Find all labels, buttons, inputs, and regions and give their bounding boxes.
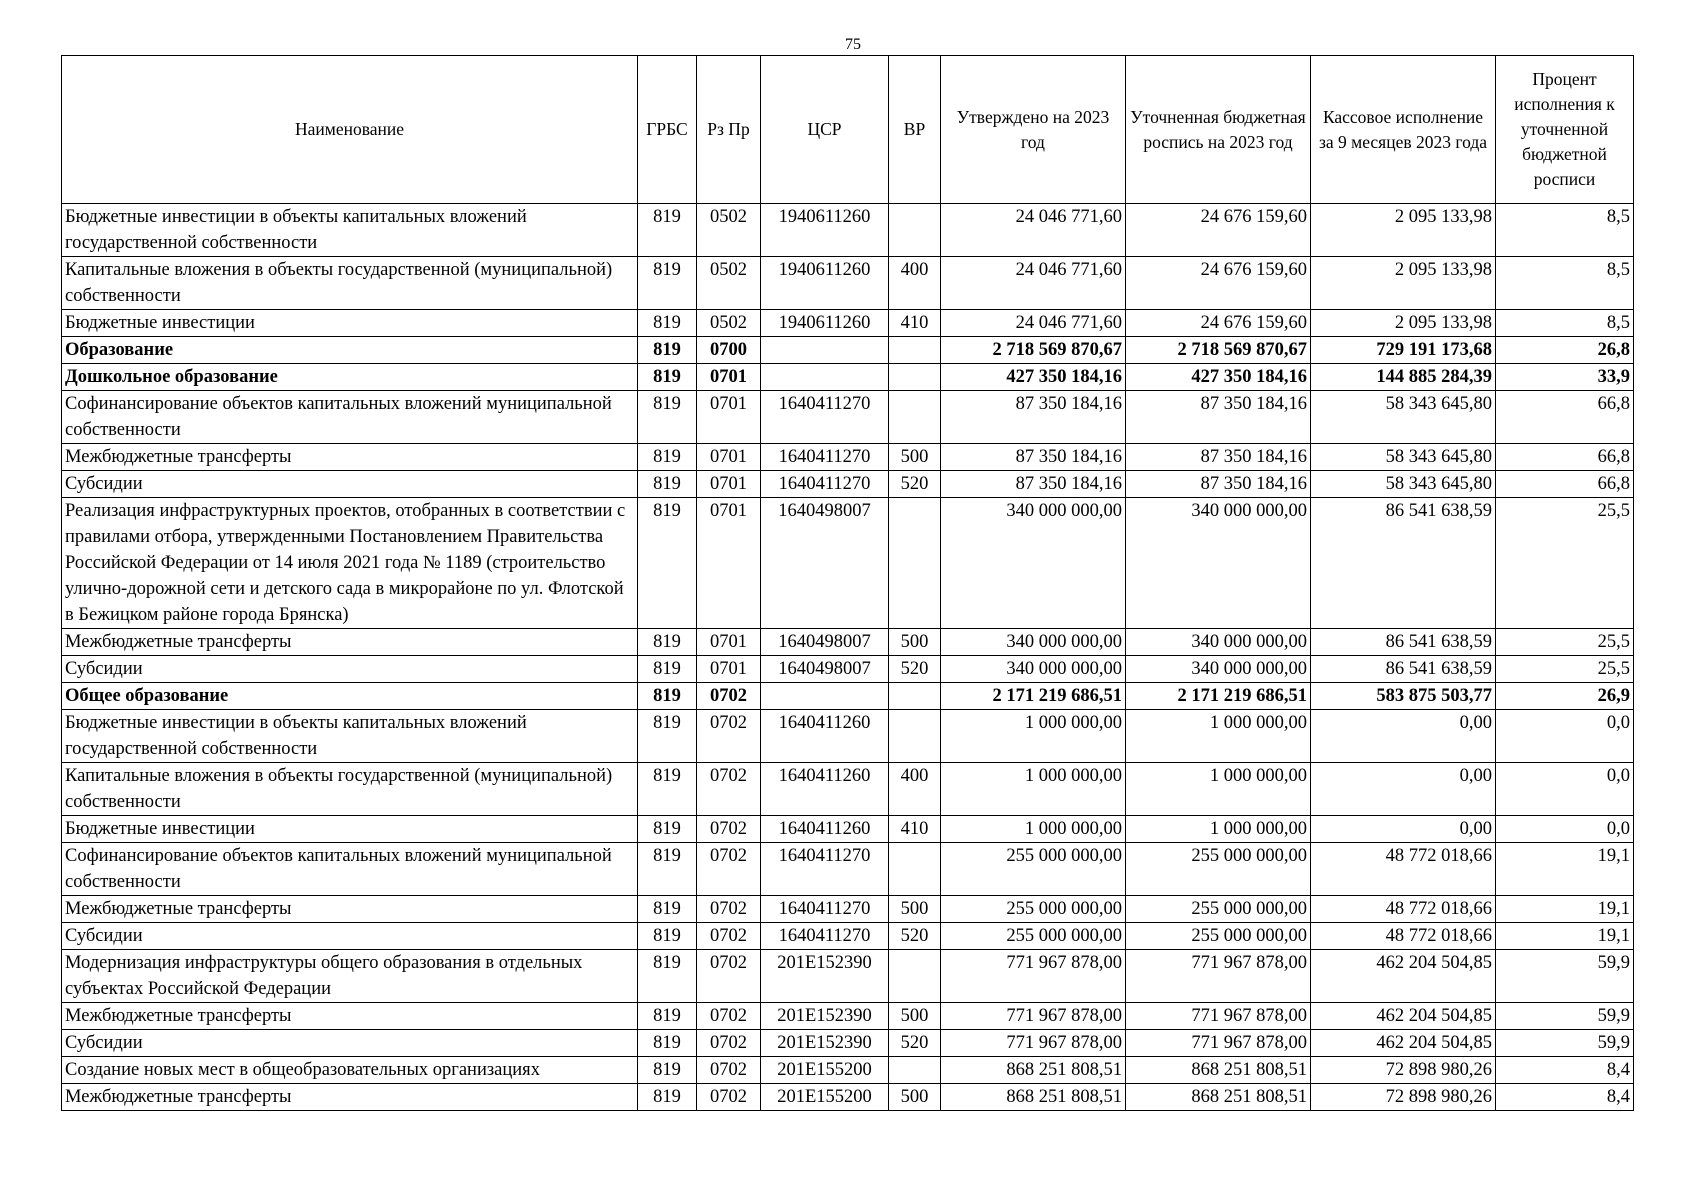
cell-csr <box>761 364 889 391</box>
cell-name: Бюджетные инвестиции в объекты капитальных вложений государственной собственности <box>62 710 638 763</box>
cell-grbs: 819 <box>638 444 697 471</box>
cell-rzpr: 0502 <box>697 310 761 337</box>
cell-rzpr: 0701 <box>697 471 761 498</box>
cell-name: Субсидии <box>62 923 638 950</box>
cell-grbs: 819 <box>638 710 697 763</box>
cell-csr: 1640411260 <box>761 763 889 816</box>
cell-name: Образование <box>62 337 638 364</box>
cell-cash: 72 898 980,26 <box>1311 1057 1496 1084</box>
cell-refined: 2 171 219 686,51 <box>1126 683 1311 710</box>
cell-name: Субсидии <box>62 656 638 683</box>
cell-vr: 520 <box>889 923 941 950</box>
cell-refined: 255 000 000,00 <box>1126 923 1311 950</box>
header-row <box>62 56 1634 204</box>
table-row <box>62 257 1634 310</box>
cell-approved: 24 046 771,60 <box>941 204 1126 257</box>
cell-vr <box>889 843 941 896</box>
cell-approved: 255 000 000,00 <box>941 896 1126 923</box>
cell-rzpr: 0702 <box>697 843 761 896</box>
cell-rzpr: 0702 <box>697 950 761 1003</box>
cell-grbs: 819 <box>638 391 697 444</box>
table-row <box>62 896 1634 923</box>
cell-cash: 2 095 133,98 <box>1311 204 1496 257</box>
cell-vr: 400 <box>889 257 941 310</box>
cell-cash: 72 898 980,26 <box>1311 1084 1496 1111</box>
cell-approved: 24 046 771,60 <box>941 257 1126 310</box>
table-row <box>62 816 1634 843</box>
table-row <box>62 204 1634 257</box>
cell-csr: 201E152390 <box>761 1030 889 1057</box>
cell-cash: 58 343 645,80 <box>1311 391 1496 444</box>
cell-rzpr: 0701 <box>697 391 761 444</box>
cell-name: Капитальные вложения в объекты государственной (муниципальной) собственности <box>62 763 638 816</box>
cell-approved: 87 350 184,16 <box>941 444 1126 471</box>
cell-refined: 771 967 878,00 <box>1126 1030 1311 1057</box>
cell-approved: 87 350 184,16 <box>941 471 1126 498</box>
cell-name: Бюджетные инвестиции <box>62 816 638 843</box>
cell-percent: 25,5 <box>1496 629 1634 656</box>
cell-grbs: 819 <box>638 763 697 816</box>
cell-rzpr: 0701 <box>697 364 761 391</box>
cell-vr: 500 <box>889 1003 941 1030</box>
cell-cash: 462 204 504,85 <box>1311 1030 1496 1057</box>
cell-cash: 729 191 173,68 <box>1311 337 1496 364</box>
cell-approved: 771 967 878,00 <box>941 950 1126 1003</box>
cell-rzpr: 0702 <box>697 923 761 950</box>
cell-rzpr: 0702 <box>697 896 761 923</box>
cell-name: Софинансирование объектов капитальных вложений муниципальной собственности <box>62 391 638 444</box>
cell-grbs: 819 <box>638 1057 697 1084</box>
cell-grbs: 819 <box>638 204 697 257</box>
cell-grbs: 819 <box>638 683 697 710</box>
cell-grbs: 819 <box>638 816 697 843</box>
cell-approved: 771 967 878,00 <box>941 1030 1126 1057</box>
cell-vr: 520 <box>889 471 941 498</box>
cell-approved: 771 967 878,00 <box>941 1003 1126 1030</box>
cell-approved: 868 251 808,51 <box>941 1084 1126 1111</box>
cell-csr <box>761 683 889 710</box>
cell-csr: 1640411260 <box>761 710 889 763</box>
cell-percent: 8,4 <box>1496 1084 1634 1111</box>
cell-csr: 201E152390 <box>761 950 889 1003</box>
cell-rzpr: 0702 <box>697 1003 761 1030</box>
cell-refined: 87 350 184,16 <box>1126 391 1311 444</box>
cell-csr: 201E155200 <box>761 1057 889 1084</box>
cell-refined: 87 350 184,16 <box>1126 444 1311 471</box>
cell-approved: 255 000 000,00 <box>941 843 1126 896</box>
cell-percent: 8,5 <box>1496 310 1634 337</box>
cell-cash: 58 343 645,80 <box>1311 471 1496 498</box>
table-row <box>62 391 1634 444</box>
cell-name: Межбюджетные трансферты <box>62 1003 638 1030</box>
cell-grbs: 819 <box>638 656 697 683</box>
cell-name: Субсидии <box>62 471 638 498</box>
cell-percent: 66,8 <box>1496 444 1634 471</box>
table-row <box>62 656 1634 683</box>
cell-refined: 87 350 184,16 <box>1126 471 1311 498</box>
cell-refined: 771 967 878,00 <box>1126 950 1311 1003</box>
cell-csr: 1640498007 <box>761 656 889 683</box>
cell-approved: 24 046 771,60 <box>941 310 1126 337</box>
cell-csr: 1640498007 <box>761 629 889 656</box>
cell-vr: 500 <box>889 629 941 656</box>
table-row <box>62 337 1634 364</box>
cell-rzpr: 0502 <box>697 257 761 310</box>
cell-approved: 340 000 000,00 <box>941 498 1126 629</box>
cell-name: Капитальные вложения в объекты государственной (муниципальной) собственности <box>62 257 638 310</box>
cell-cash: 48 772 018,66 <box>1311 923 1496 950</box>
cell-rzpr: 0701 <box>697 656 761 683</box>
cell-csr: 1640411270 <box>761 471 889 498</box>
cell-refined: 24 676 159,60 <box>1126 257 1311 310</box>
cell-csr: 1640498007 <box>761 498 889 629</box>
cell-csr: 201E155200 <box>761 1084 889 1111</box>
cell-vr <box>889 204 941 257</box>
table-row <box>62 710 1634 763</box>
cell-vr <box>889 710 941 763</box>
cell-rzpr: 0702 <box>697 710 761 763</box>
table-row <box>62 629 1634 656</box>
cell-approved: 2 171 219 686,51 <box>941 683 1126 710</box>
cell-vr <box>889 683 941 710</box>
cell-csr: 1640411270 <box>761 896 889 923</box>
cell-cash: 2 095 133,98 <box>1311 257 1496 310</box>
cell-name: Субсидии <box>62 1030 638 1057</box>
cell-percent: 66,8 <box>1496 391 1634 444</box>
table-row <box>62 843 1634 896</box>
table-row <box>62 444 1634 471</box>
header-csr: ЦСР <box>761 56 889 204</box>
cell-refined: 868 251 808,51 <box>1126 1057 1311 1084</box>
cell-percent: 19,1 <box>1496 843 1634 896</box>
cell-percent: 0,0 <box>1496 763 1634 816</box>
cell-name: Межбюджетные трансферты <box>62 896 638 923</box>
cell-cash: 462 204 504,85 <box>1311 950 1496 1003</box>
cell-percent: 25,5 <box>1496 498 1634 629</box>
cell-rzpr: 0702 <box>697 1084 761 1111</box>
cell-cash: 144 885 284,39 <box>1311 364 1496 391</box>
cell-percent: 0,0 <box>1496 816 1634 843</box>
cell-vr: 410 <box>889 310 941 337</box>
table-row <box>62 763 1634 816</box>
cell-csr <box>761 337 889 364</box>
cell-rzpr: 0702 <box>697 763 761 816</box>
cell-grbs: 819 <box>638 1030 697 1057</box>
cell-name: Межбюджетные трансферты <box>62 444 638 471</box>
header-grbs: ГРБС <box>638 56 697 204</box>
cell-cash: 86 541 638,59 <box>1311 629 1496 656</box>
header-percent: Процент исполнения к уточненной бюджетной росписи <box>1496 56 1634 204</box>
cell-vr <box>889 498 941 629</box>
cell-grbs: 819 <box>638 1084 697 1111</box>
table-row <box>62 923 1634 950</box>
cell-rzpr: 0702 <box>697 1030 761 1057</box>
cell-cash: 86 541 638,59 <box>1311 656 1496 683</box>
cell-vr: 400 <box>889 763 941 816</box>
cell-rzpr: 0502 <box>697 204 761 257</box>
cell-approved: 868 251 808,51 <box>941 1057 1126 1084</box>
cell-cash: 58 343 645,80 <box>1311 444 1496 471</box>
cell-name: Бюджетные инвестиции <box>62 310 638 337</box>
cell-cash: 0,00 <box>1311 816 1496 843</box>
table-row <box>62 1030 1634 1057</box>
cell-refined: 427 350 184,16 <box>1126 364 1311 391</box>
cell-vr: 500 <box>889 896 941 923</box>
cell-grbs: 819 <box>638 310 697 337</box>
cell-grbs: 819 <box>638 471 697 498</box>
header-cash: Кассовое исполнение за 9 месяцев 2023 года <box>1311 56 1496 204</box>
cell-percent: 8,4 <box>1496 1057 1634 1084</box>
table-row <box>62 310 1634 337</box>
table-row <box>62 1084 1634 1111</box>
cell-grbs: 819 <box>638 257 697 310</box>
table-row <box>62 1003 1634 1030</box>
cell-vr <box>889 364 941 391</box>
cell-refined: 24 676 159,60 <box>1126 204 1311 257</box>
cell-refined: 340 000 000,00 <box>1126 656 1311 683</box>
cell-percent: 59,9 <box>1496 1003 1634 1030</box>
cell-csr: 1940611260 <box>761 310 889 337</box>
cell-percent: 66,8 <box>1496 471 1634 498</box>
cell-refined: 1 000 000,00 <box>1126 710 1311 763</box>
cell-cash: 583 875 503,77 <box>1311 683 1496 710</box>
budget-table <box>61 55 1634 1111</box>
cell-grbs: 819 <box>638 364 697 391</box>
cell-vr: 520 <box>889 1030 941 1057</box>
cell-csr: 1940611260 <box>761 204 889 257</box>
cell-approved: 340 000 000,00 <box>941 629 1126 656</box>
cell-vr <box>889 391 941 444</box>
cell-vr: 500 <box>889 444 941 471</box>
cell-cash: 86 541 638,59 <box>1311 498 1496 629</box>
cell-approved: 340 000 000,00 <box>941 656 1126 683</box>
table-row <box>62 683 1634 710</box>
cell-vr <box>889 1057 941 1084</box>
cell-name: Общее образование <box>62 683 638 710</box>
cell-cash: 0,00 <box>1311 710 1496 763</box>
table-row <box>62 364 1634 391</box>
cell-percent: 59,9 <box>1496 1030 1634 1057</box>
cell-refined: 255 000 000,00 <box>1126 896 1311 923</box>
cell-approved: 427 350 184,16 <box>941 364 1126 391</box>
cell-name: Межбюджетные трансферты <box>62 629 638 656</box>
table-body <box>62 204 1634 1111</box>
cell-refined: 771 967 878,00 <box>1126 1003 1311 1030</box>
cell-grbs: 819 <box>638 629 697 656</box>
cell-csr: 201E152390 <box>761 1003 889 1030</box>
header-vr: ВР <box>889 56 941 204</box>
cell-vr <box>889 950 941 1003</box>
cell-csr: 1640411270 <box>761 843 889 896</box>
cell-grbs: 819 <box>638 923 697 950</box>
cell-name: Создание новых мест в общеобразовательных организациях <box>62 1057 638 1084</box>
cell-percent: 59,9 <box>1496 950 1634 1003</box>
cell-grbs: 819 <box>638 896 697 923</box>
cell-csr: 1640411270 <box>761 391 889 444</box>
table-row <box>62 1057 1634 1084</box>
cell-refined: 24 676 159,60 <box>1126 310 1311 337</box>
cell-csr: 1640411260 <box>761 816 889 843</box>
cell-csr: 1640411270 <box>761 444 889 471</box>
cell-name: Реализация инфраструктурных проектов, отобранных в соответствии с правилами отбора, утвержденными Постановлением Правительства Российской Федерации от 14 июля 2021 года № 1189 (строительство улично-дорожной сети и детского сада в микрорайоне по ул. Флотской в Бежицком районе города Брянска) <box>62 498 638 629</box>
cell-approved: 1 000 000,00 <box>941 816 1126 843</box>
cell-vr <box>889 337 941 364</box>
cell-grbs: 819 <box>638 1003 697 1030</box>
cell-grbs: 819 <box>638 843 697 896</box>
table-row <box>62 950 1634 1003</box>
cell-rzpr: 0700 <box>697 337 761 364</box>
cell-refined: 1 000 000,00 <box>1126 763 1311 816</box>
cell-refined: 340 000 000,00 <box>1126 498 1311 629</box>
cell-refined: 340 000 000,00 <box>1126 629 1311 656</box>
cell-percent: 0,0 <box>1496 710 1634 763</box>
header-refined: Уточненная бюджетная роспись на 2023 год <box>1126 56 1311 204</box>
cell-rzpr: 0702 <box>697 1057 761 1084</box>
cell-name: Модернизация инфраструктуры общего образования в отдельных субъектах Российской Федерации <box>62 950 638 1003</box>
cell-rzpr: 0702 <box>697 683 761 710</box>
cell-name: Бюджетные инвестиции в объекты капитальных вложений государственной собственности <box>62 204 638 257</box>
cell-refined: 2 718 569 870,67 <box>1126 337 1311 364</box>
header-rzpr: Рз Пр <box>697 56 761 204</box>
page-number: 75 <box>845 36 861 53</box>
cell-grbs: 819 <box>638 498 697 629</box>
cell-percent: 19,1 <box>1496 923 1634 950</box>
cell-csr: 1940611260 <box>761 257 889 310</box>
cell-rzpr: 0701 <box>697 498 761 629</box>
header-approved: Утверждено на 2023 год <box>941 56 1126 204</box>
cell-refined: 868 251 808,51 <box>1126 1084 1311 1111</box>
cell-vr: 410 <box>889 816 941 843</box>
cell-cash: 2 095 133,98 <box>1311 310 1496 337</box>
cell-approved: 1 000 000,00 <box>941 763 1126 816</box>
table-row <box>62 498 1634 629</box>
cell-percent: 25,5 <box>1496 656 1634 683</box>
cell-name: Межбюджетные трансферты <box>62 1084 638 1111</box>
cell-vr: 500 <box>889 1084 941 1111</box>
cell-name: Дошкольное образование <box>62 364 638 391</box>
cell-percent: 8,5 <box>1496 204 1634 257</box>
cell-refined: 255 000 000,00 <box>1126 843 1311 896</box>
cell-approved: 87 350 184,16 <box>941 391 1126 444</box>
cell-approved: 1 000 000,00 <box>941 710 1126 763</box>
cell-refined: 1 000 000,00 <box>1126 816 1311 843</box>
cell-cash: 48 772 018,66 <box>1311 843 1496 896</box>
cell-percent: 26,8 <box>1496 337 1634 364</box>
cell-approved: 255 000 000,00 <box>941 923 1126 950</box>
cell-percent: 8,5 <box>1496 257 1634 310</box>
cell-name: Софинансирование объектов капитальных вложений муниципальной собственности <box>62 843 638 896</box>
header-name: Наименование <box>62 56 638 204</box>
cell-grbs: 819 <box>638 950 697 1003</box>
cell-csr: 1640411270 <box>761 923 889 950</box>
cell-percent: 19,1 <box>1496 896 1634 923</box>
cell-cash: 462 204 504,85 <box>1311 1003 1496 1030</box>
cell-percent: 26,9 <box>1496 683 1634 710</box>
cell-cash: 48 772 018,66 <box>1311 896 1496 923</box>
cell-approved: 2 718 569 870,67 <box>941 337 1126 364</box>
cell-rzpr: 0701 <box>697 629 761 656</box>
cell-vr: 520 <box>889 656 941 683</box>
cell-rzpr: 0701 <box>697 444 761 471</box>
table-row <box>62 471 1634 498</box>
cell-percent: 33,9 <box>1496 364 1634 391</box>
cell-cash: 0,00 <box>1311 763 1496 816</box>
cell-grbs: 819 <box>638 337 697 364</box>
cell-rzpr: 0702 <box>697 816 761 843</box>
